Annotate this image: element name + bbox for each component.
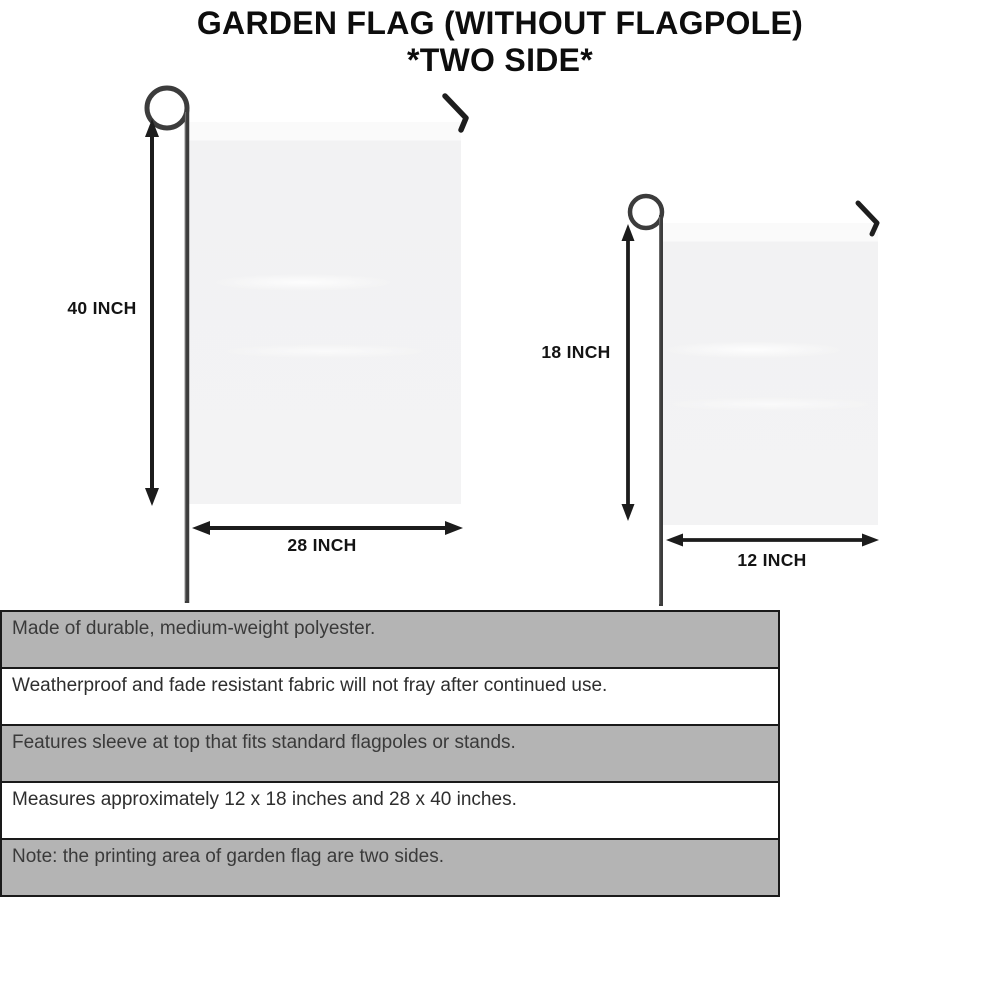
height-label-large: 40 INCH <box>67 298 137 318</box>
feature-row-measures <box>2 783 778 840</box>
width-label-small: 12 INCH <box>737 550 807 570</box>
width-arrow-large-icon <box>192 521 463 535</box>
hook-small-icon <box>858 203 877 234</box>
width-label-large: 28 INCH <box>287 535 357 555</box>
feature-text: Measures approximately 12 x 18 inches and 28 x 40 inches. <box>12 789 517 810</box>
feature-text: Made of durable, medium-weight polyester. <box>12 618 376 639</box>
feature-row-weatherproof <box>2 669 778 726</box>
width-arrow-small-icon <box>666 534 879 547</box>
feature-row-sleeve <box>2 726 778 783</box>
hook-large-icon <box>445 96 466 130</box>
page-title-line1: GARDEN FLAG (WITHOUT FLAGPOLE) <box>196 5 804 41</box>
height-label-small: 18 INCH <box>541 342 611 362</box>
flagpole-small-icon <box>630 196 662 606</box>
page-title-line2: *TWO SIDE* <box>406 42 594 78</box>
feature-table <box>0 610 780 897</box>
feature-row-material <box>2 612 778 669</box>
feature-text: Features sleeve at top that fits standard flagpoles or stands. <box>12 732 516 753</box>
feature-text: Weatherproof and fade resistant fabric will not fray after continued use. <box>12 675 608 696</box>
feature-text: Note: the printing area of garden flag are two sides. <box>12 846 444 867</box>
feature-row-note <box>2 840 778 895</box>
height-arrow-small-icon <box>622 224 635 521</box>
